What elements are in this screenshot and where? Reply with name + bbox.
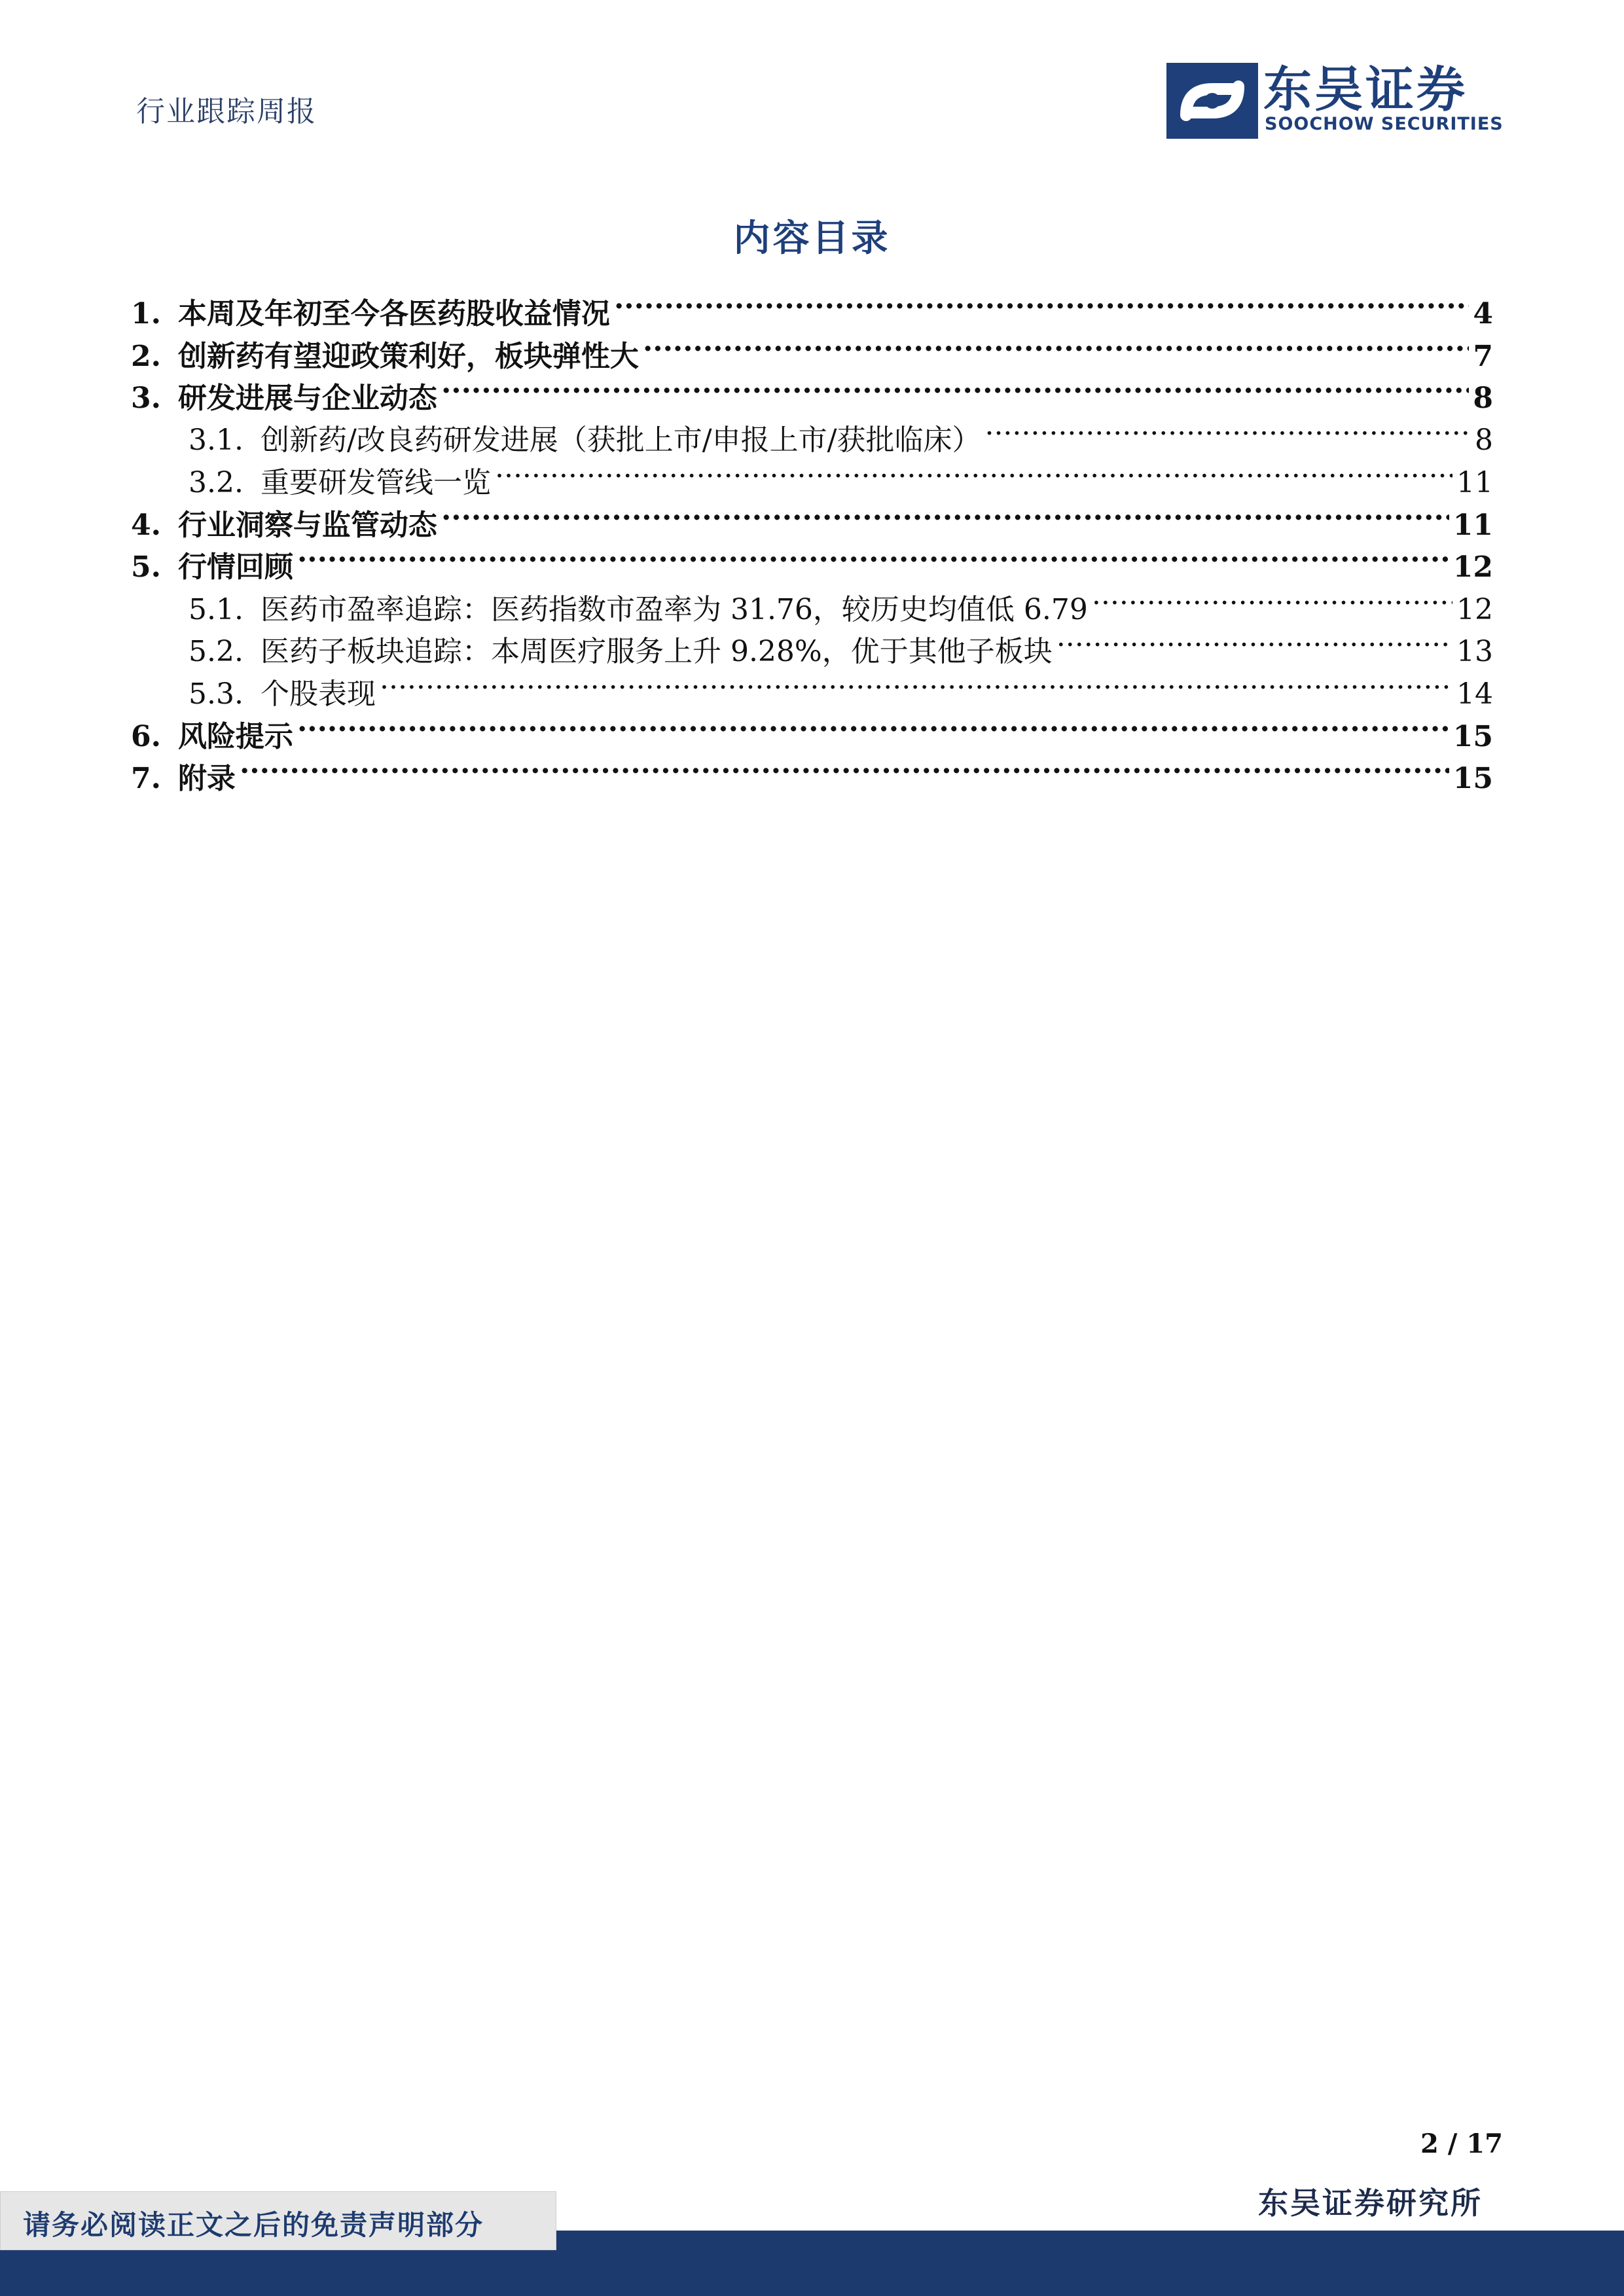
toc-subentry[interactable] xyxy=(189,666,1493,711)
toc-entry-page: 15 xyxy=(1453,720,1493,753)
toc-entry-page: 11 xyxy=(1456,466,1493,499)
toc-entry-page: 8 xyxy=(1475,423,1493,457)
toc-entry-title: 个股表现 xyxy=(260,677,376,711)
toc-leader-dots xyxy=(495,454,1453,492)
toc-subentry[interactable] xyxy=(189,454,1493,499)
toc-entry-title: 附录 xyxy=(177,762,236,795)
disclaimer-note-text: 请务必阅读正文之后的免责声明部分 xyxy=(23,2209,484,2241)
report-type-label: 行业跟踪周报 xyxy=(136,95,317,128)
toc-entry-number: 5.3. xyxy=(189,677,244,711)
toc-entry-title: 重要研发管线一览 xyxy=(260,466,491,499)
footer-org-name: 东吴证券研究所 xyxy=(1258,2185,1483,2221)
toc-entry-title: 风险提示 xyxy=(177,720,293,753)
toc-entry-number: 1. xyxy=(131,297,161,331)
toc-leader-dots xyxy=(380,666,1453,704)
toc-leader-dots xyxy=(441,370,1469,408)
toc-entry[interactable] xyxy=(131,539,1493,584)
toc-entry-title: 医药子板块追踪：本周医疗服务上升 9.28%，优于其他子板块 xyxy=(260,635,1053,668)
toc-entry[interactable] xyxy=(131,497,1493,542)
toc-leader-dots xyxy=(643,328,1469,366)
toc-entry-page: 7 xyxy=(1473,340,1493,373)
toc-leader-dots xyxy=(297,539,1449,577)
toc-entry-number: 2. xyxy=(131,340,161,373)
toc-subentry[interactable] xyxy=(189,581,1493,626)
toc-leader-dots xyxy=(614,285,1469,323)
toc-entry-number: 3. xyxy=(131,382,161,415)
toc-entry-title: 本周及年初至今各医药股收益情况 xyxy=(177,297,610,331)
toc-entry[interactable] xyxy=(131,370,1493,415)
company-logo xyxy=(1166,60,1507,139)
toc-leader-dots xyxy=(240,750,1449,788)
toc-entry[interactable] xyxy=(131,708,1493,753)
toc-entry-number: 3.2. xyxy=(189,466,244,499)
toc-entry-page: 11 xyxy=(1453,509,1493,542)
toc-leader-dots xyxy=(1092,581,1453,619)
toc-entry[interactable] xyxy=(131,750,1493,795)
toc-entry-number: 6. xyxy=(131,720,161,753)
toc-entry-page: 4 xyxy=(1473,297,1493,331)
toc-leader-dots xyxy=(1056,623,1453,661)
soochow-logo-icon xyxy=(1166,63,1258,139)
toc-entry-page: 8 xyxy=(1473,382,1493,415)
toc-entry-title: 行业洞察与监管动态 xyxy=(177,509,437,542)
toc-entry-title: 创新药有望迎政策利好，板块弹性大 xyxy=(177,340,639,373)
toc-entry-page: 12 xyxy=(1453,550,1493,584)
toc-entry[interactable] xyxy=(131,285,1493,331)
logo-chinese-name: 东吴证券 xyxy=(1263,62,1468,118)
toc-entry-number: 3.1. xyxy=(189,423,244,457)
toc-entry-title: 创新药/改良药研发进展（获批上市/申报上市/获批临床） xyxy=(260,423,981,457)
toc-title: 内容目录 xyxy=(733,217,891,260)
toc-entry-number: 7. xyxy=(131,762,161,795)
toc-leader-dots xyxy=(297,708,1449,746)
toc-entry[interactable] xyxy=(131,328,1493,373)
toc-entry-page: 13 xyxy=(1456,635,1493,668)
toc-entry-page: 14 xyxy=(1456,677,1493,711)
page-number: 2 / 17 xyxy=(1420,2128,1503,2159)
toc-entry-title: 研发进展与企业动态 xyxy=(177,382,437,415)
toc-entry-number: 5.2. xyxy=(189,635,244,668)
toc-entry-title: 医药市盈率追踪：医药指数市盈率为 31.76，较历史均值低 6.79 xyxy=(260,593,1088,626)
toc-leader-dots xyxy=(441,497,1449,535)
disclaimer-note xyxy=(0,2191,556,2250)
toc-entry-number: 4. xyxy=(131,509,161,542)
toc-subentry[interactable] xyxy=(189,412,1493,457)
toc-entry-page: 12 xyxy=(1456,593,1493,626)
toc-entry-number: 5. xyxy=(131,550,161,584)
toc-leader-dots xyxy=(984,412,1471,450)
logo-english-name: SOOCHOW SECURITIES xyxy=(1265,114,1504,134)
toc-entry-title: 行情回顾 xyxy=(177,550,293,584)
toc-entry-number: 5.1. xyxy=(189,593,244,626)
toc-subentry[interactable] xyxy=(189,623,1493,668)
toc-entry-page: 15 xyxy=(1453,762,1493,795)
